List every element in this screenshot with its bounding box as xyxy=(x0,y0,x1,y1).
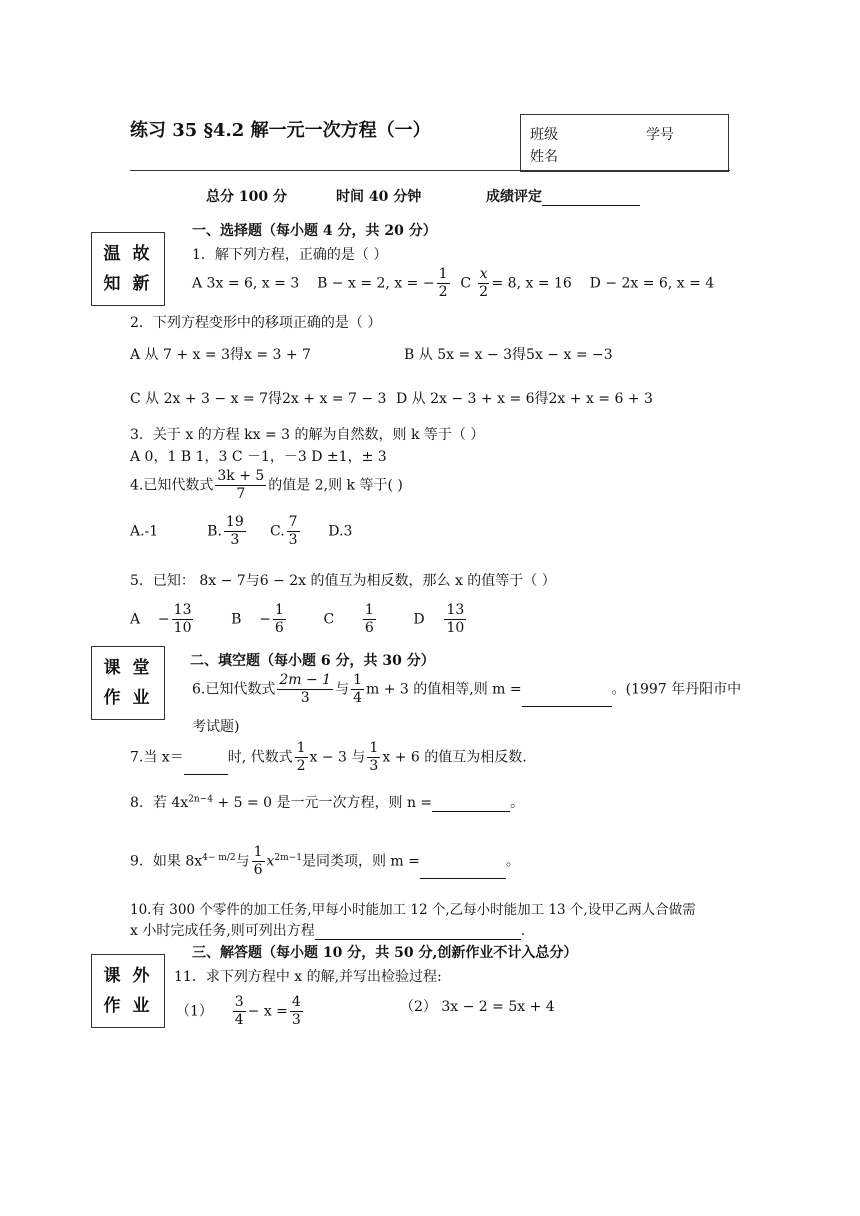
question-2-option-b: B 从 5x = x − 3得5x − x = −3 xyxy=(404,347,613,363)
side-label-classwork: 课 堂 作 业 xyxy=(91,646,165,720)
question-3-options: A 0，1 B 1，3 C －1，－3 D ±1，± 3 xyxy=(130,449,387,465)
question-1-stem: 1．解下列方程，正确的是（ ） xyxy=(192,247,388,263)
question-2-option-d: D 从 2x − 3 + x = 6得2x + x = 6 + 3 xyxy=(396,391,653,407)
header-divider xyxy=(130,170,730,171)
time-limit: 时间 40 分钟 xyxy=(336,189,422,205)
question-10-line2: x 小时完成任务,则可列出方程 . xyxy=(130,923,526,939)
section-choice-heading: 一、选择题（每小题 4 分，共 20 分） xyxy=(192,223,437,239)
side-label-review: 温 故 知 新 xyxy=(91,232,165,306)
section-fill-heading: 二、填空题（每小题 6 分，共 30 分） xyxy=(190,653,435,669)
question-11-stem: 11．求下列方程中 x 的解,并写出检验过程: xyxy=(174,969,442,985)
question-10-line1: 10.有 300 个零件的加工任务,甲每小时能加工 12 个,乙每小时能加工 13 个,设甲乙两人合做需 xyxy=(130,902,696,918)
question-4-options: A.-1 B. $\frac{19}{3}$ C. $\frac{7}{3}$ D.3 xyxy=(130,514,353,548)
question-6-source: 考试题) xyxy=(192,719,240,735)
side-label-homework: 课 外 作 业 xyxy=(91,954,165,1028)
question-9: 9．如果 $8x^{4- m/2}$与 $\frac{1}{6}$ $x^{2m-1}$是同类项，则 m = 。 xyxy=(130,844,520,878)
question-5-stem: 5．已知： 8x − 7与6 − 2x 的值互为相反数，那么 x 的值等于（ ） xyxy=(130,573,556,589)
question-11-part1: （1） $\frac{3}{4}$ − x = $\frac{4}{3}$ xyxy=(176,994,301,1028)
class-label: 班级 xyxy=(530,127,558,143)
question-6: 6.已知代数式 $\frac{2m - 1}{3}$ 与 $\frac{1}{4}$ m + 3 的值相等,则 m = 。(1997 年丹阳市中 xyxy=(192,672,742,706)
question-2-option-c: C 从 2x + 3 − x = 7得2x + x = 7 − 3 xyxy=(130,391,387,407)
question-2-stem: 2．下列方程变形中的移项正确的是（ ） xyxy=(130,315,382,331)
question-7: 7.当 x＝ 时, 代数式 $\frac{1}{2}$ x − 3 与 $\frac{1}{3}$ x + 6 的值互为相反数. xyxy=(130,740,527,774)
question-11-part2: （2） 3x − 2 = 5x + 4 xyxy=(400,999,555,1015)
question-4-stem: 4.已知代数式 $\frac{3k + 5}{7}$ 的值是 2,则 k 等于( ) xyxy=(130,468,403,502)
grade-rating: 成绩评定 xyxy=(486,186,640,206)
name-label: 姓名 xyxy=(530,149,558,165)
question-8: 8．若 $4x^{2n-4} + 5 = 0$ 是一元一次方程，则 n = 。 xyxy=(130,794,525,811)
total-score: 总分 100 分 xyxy=(206,189,287,205)
section-solve-heading: 三、解答题（每小题 10 分，共 50 分,创新作业不计入总分） xyxy=(192,945,578,961)
question-3-stem: 3．关于 x 的方程 kx = 3 的解为自然数，则 k 等于（ ） xyxy=(130,427,485,443)
question-5-options: A − $\frac{13}{10}$ B − $\frac{1}{6}$ C $\frac{1}{6}$ D $\frac{13}{10}$ xyxy=(130,602,465,636)
question-2-option-a: A 从 7 + x = 3得x = 3 + 7 xyxy=(130,347,311,363)
page-title: 练习 35 §4.2 解一元一次方程（一） xyxy=(130,120,431,141)
student-id-label: 学号 xyxy=(646,127,674,143)
question-1-options: A 3x = 6, x = 3 B − x = 2, x = − $\frac{1}{2}$ C $\frac{x}{2}$ = 8, x = 16 D − 2x = 6, x = 4 xyxy=(192,266,715,300)
